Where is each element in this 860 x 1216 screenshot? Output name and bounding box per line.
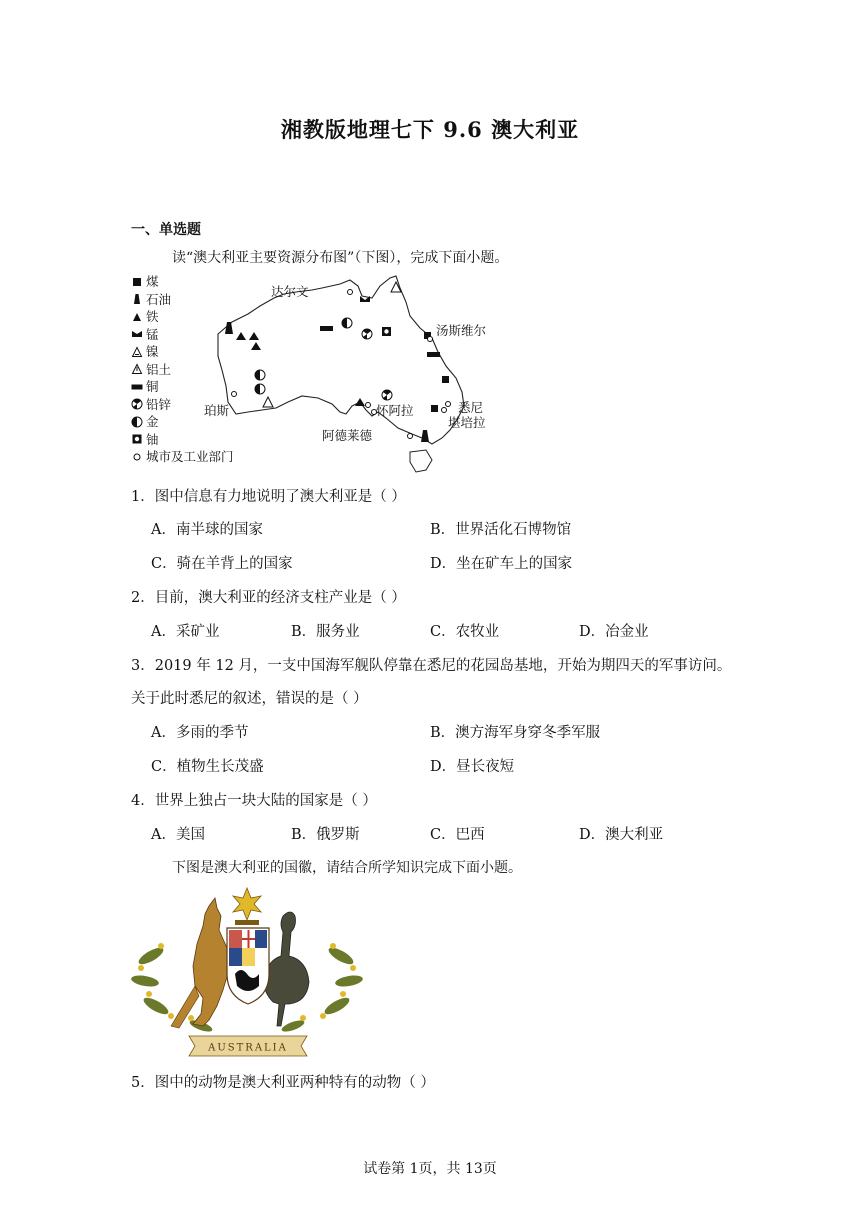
map-label-perth: 珀斯: [204, 403, 230, 418]
question-2-option-a[interactable]: A．采矿业: [151, 624, 220, 640]
legend-item-coal: 煤: [131, 273, 234, 291]
question-3-option-a[interactable]: A．多雨的季节: [151, 725, 249, 741]
legend-item-copper: 铜: [131, 378, 234, 396]
question-2-option-b[interactable]: B．服务业: [291, 624, 360, 640]
legend-item-manganese: 锰: [131, 326, 234, 344]
legend-item-gold: 金: [131, 413, 234, 431]
australia-coat-of-arms: [131, 886, 363, 1058]
bauxite-icon: [131, 363, 143, 375]
lead-zinc-icon: [131, 398, 143, 410]
map-label-sydney: 悉尼: [458, 400, 484, 415]
question-1-option-d[interactable]: D．坐在矿车上的国家: [430, 556, 573, 572]
legend-item-bauxite: 铝土: [131, 361, 234, 379]
section-heading: 一、单选题: [131, 222, 201, 238]
emblem-ribbon-text: AUSTRALIA: [208, 1042, 288, 1054]
legend-item-oil: 石油: [131, 291, 234, 309]
legend-item-uranium: 铀: [131, 431, 234, 449]
question-2-option-c[interactable]: C．农牧业: [430, 624, 500, 640]
question-4-stem: 4．世界上独占一块大陆的国家是（ ）: [131, 793, 377, 809]
question-1-stem: 1．图中信息有力地说明了澳大利亚是（ ）: [131, 489, 406, 505]
question-1-option-b[interactable]: B．世界活化石博物馆: [430, 522, 572, 538]
question-4-option-c[interactable]: C．巴西: [430, 827, 485, 843]
legend-item-city: 城市及工业部门: [131, 448, 234, 466]
map-label-canberra: 堪培拉: [448, 415, 486, 430]
map-label-townsville: 汤斯维尔: [436, 323, 487, 338]
page-footer: 试卷第 1页，共 13页: [363, 1161, 497, 1177]
question-4-option-b[interactable]: B．俄罗斯: [291, 827, 360, 843]
australia-outline: [200, 272, 500, 477]
page-title: 湘教版地理七下 9.6 澳大利亚: [280, 117, 580, 142]
nickel-icon: [131, 346, 143, 358]
map-label-whyalla: 怀阿拉: [376, 403, 414, 418]
legend-item-lead-zinc: 铅锌: [131, 396, 234, 414]
question-3-option-c[interactable]: C．植物生长茂盛: [151, 759, 264, 775]
copper-icon: [131, 381, 143, 393]
question-1-option-a[interactable]: A．南半球的国家: [151, 522, 263, 538]
question-1-option-c[interactable]: C．骑在羊背上的国家: [151, 556, 293, 572]
legend-item-nickel: 镍: [131, 343, 234, 361]
australia-resource-map: [200, 272, 500, 477]
uranium-icon: [131, 433, 143, 445]
iron-icon: [131, 311, 143, 323]
coat-of-arms-illustration: [131, 886, 363, 1058]
map-label-adelaide: 阿德莱德: [322, 428, 373, 443]
oil-icon: [131, 293, 143, 305]
question-3-option-b[interactable]: B．澳方海军身穿冬季军服: [430, 725, 601, 741]
question-4-option-a[interactable]: A．美国: [151, 827, 205, 843]
intro-text-emblem: 下图是澳大利亚的国徽，请结合所学知识完成下面小题。: [172, 860, 522, 876]
question-2-option-d[interactable]: D．冶金业: [579, 624, 649, 640]
question-3-stem: 3．2019 年 12 月，一支中国海军舰队停靠在悉尼的花园岛基地，开始为期四天的军事访问。: [131, 658, 732, 674]
gold-icon: [131, 416, 143, 428]
question-5-stem: 5．图中的动物是澳大利亚两种特有的动物（ ）: [131, 1075, 435, 1091]
question-3-stem-line-2: 关于此时悉尼的叙述，错误的是（ ）: [131, 691, 368, 707]
coal-icon: [131, 276, 143, 288]
question-4-option-d[interactable]: D．澳大利亚: [579, 827, 664, 843]
legend-item-iron: 铁: [131, 308, 234, 326]
intro-text-map: 读“澳大利亚主要资源分布图”（下图），完成下面小题。: [172, 250, 509, 266]
map-label-darwin: 达尔文: [271, 284, 309, 299]
city-icon: [131, 451, 143, 463]
question-2-stem: 2．目前，澳大利亚的经济支柱产业是（ ）: [131, 590, 406, 606]
question-3-option-d[interactable]: D．昼长夜短: [430, 759, 515, 775]
manganese-icon: [131, 328, 143, 340]
